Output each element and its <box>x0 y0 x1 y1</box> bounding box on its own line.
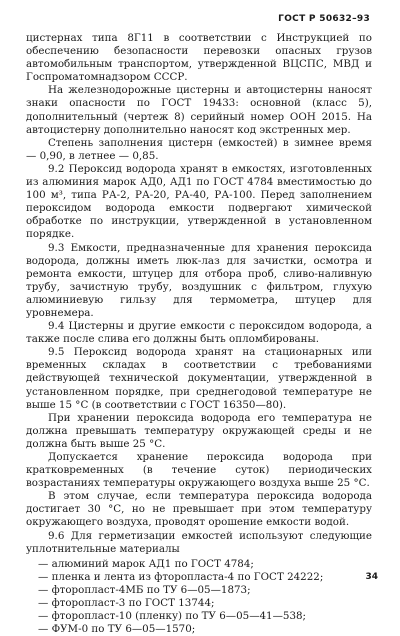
paragraph: цистернах типа 8Г11 в соответствии с Инструкцией по обеспечению безопасности перевозки опасных грузов автомобильным транспортом, утвержденной ВЦСПС, МВД и Госпроматомнадзором СССР. <box>26 32 372 84</box>
paragraph: На железнодорожные цистерны и автоцистерны наносят знаки опасности по ГОСТ 19433: основной (класс 5), дополнительный (чертеж 8) серийный номер ООН 2015. На автоцистерну дополнительно наносят код экстренных мер. <box>26 84 372 136</box>
paragraph: Допускается хранение пероксида водорода при кратковременных (в течение суток) периодических возрастаниях температуры окружающего воздуха выше 25 °С. <box>26 451 372 490</box>
list-item: — ФУМ-0 по ТУ 6—05—1570; <box>38 623 196 636</box>
paragraph: Степень заполнения цистерн (емкостей) в зимнее время — 0,90, в летнее — 0,85. <box>26 136 372 162</box>
paragraph: В этом случае, если температура пероксида водорода достигает 30 °С, но не превышает при этом температуру окружающего воздуха, проводят орошение емкости водой. <box>26 490 372 529</box>
paragraph: 9.4 Цистерны и другие емкости с пероксидом водорода, а также после слива его должны быть опломбированы. <box>26 320 372 346</box>
paragraph: При хранении пероксида водорода его температура не должна превышать температуру окружающей среды и не должна быть выше 25 °С. <box>26 411 372 450</box>
list-item: — пленка и лента из фторопласта-4 по ГОСТ 24222; <box>38 570 324 583</box>
document-header: ГОСТ Р 50632–93 <box>278 14 370 24</box>
list-item: — фторопласт-10 (пленку) по ТУ 6—05—41—538; <box>38 610 307 623</box>
list-item: — фторопласт-3 по ГОСТ 13744; <box>38 597 215 610</box>
paragraph: 9.6 Для герметизации емкостей используют следующие уплотнительные материалы <box>26 529 372 555</box>
list-item: — фторопласт-4МБ по ТУ 6—05—1873; <box>38 583 251 596</box>
paragraph: 9.2 Пероксид водорода хранят в емкостях, изготовленных из алюминия марок АД0, АД1 по ГОСТ 4784 вместимостью до 100 м³, типа РА-2, РА-20, РА-40, РА-100. Перед заполнением пероксидом водорода емкости подвергают химической обработке по инструкции, утвержденной в установленном порядке. <box>26 162 372 241</box>
page-number: 34 <box>365 572 378 582</box>
list-item: — алюминий марок АД1 по ГОСТ 4784; <box>38 557 254 570</box>
paragraph: 9.3 Емкости, предназначенные для хранения пероксида водорода, должны иметь люк-лаз для зачистки, осмотра и ремонта емкости, штуцер для отбора проб, сливо-наливную трубу, зачистную трубу, воздушник с фильтром, глухую алюминиевую гильзу для термометра, штуцер для уровнемера. <box>26 241 372 319</box>
document-body <box>26 32 372 636</box>
paragraph: 9.5 Пероксид водорода хранят на стационарных или временных складах в соответствии с требованиями действующей технической документации, утвержденной в установленном порядке, при среднегодовой температуре не выше 15 °С (в соответствии с ГОСТ 16350—80). <box>26 346 372 411</box>
